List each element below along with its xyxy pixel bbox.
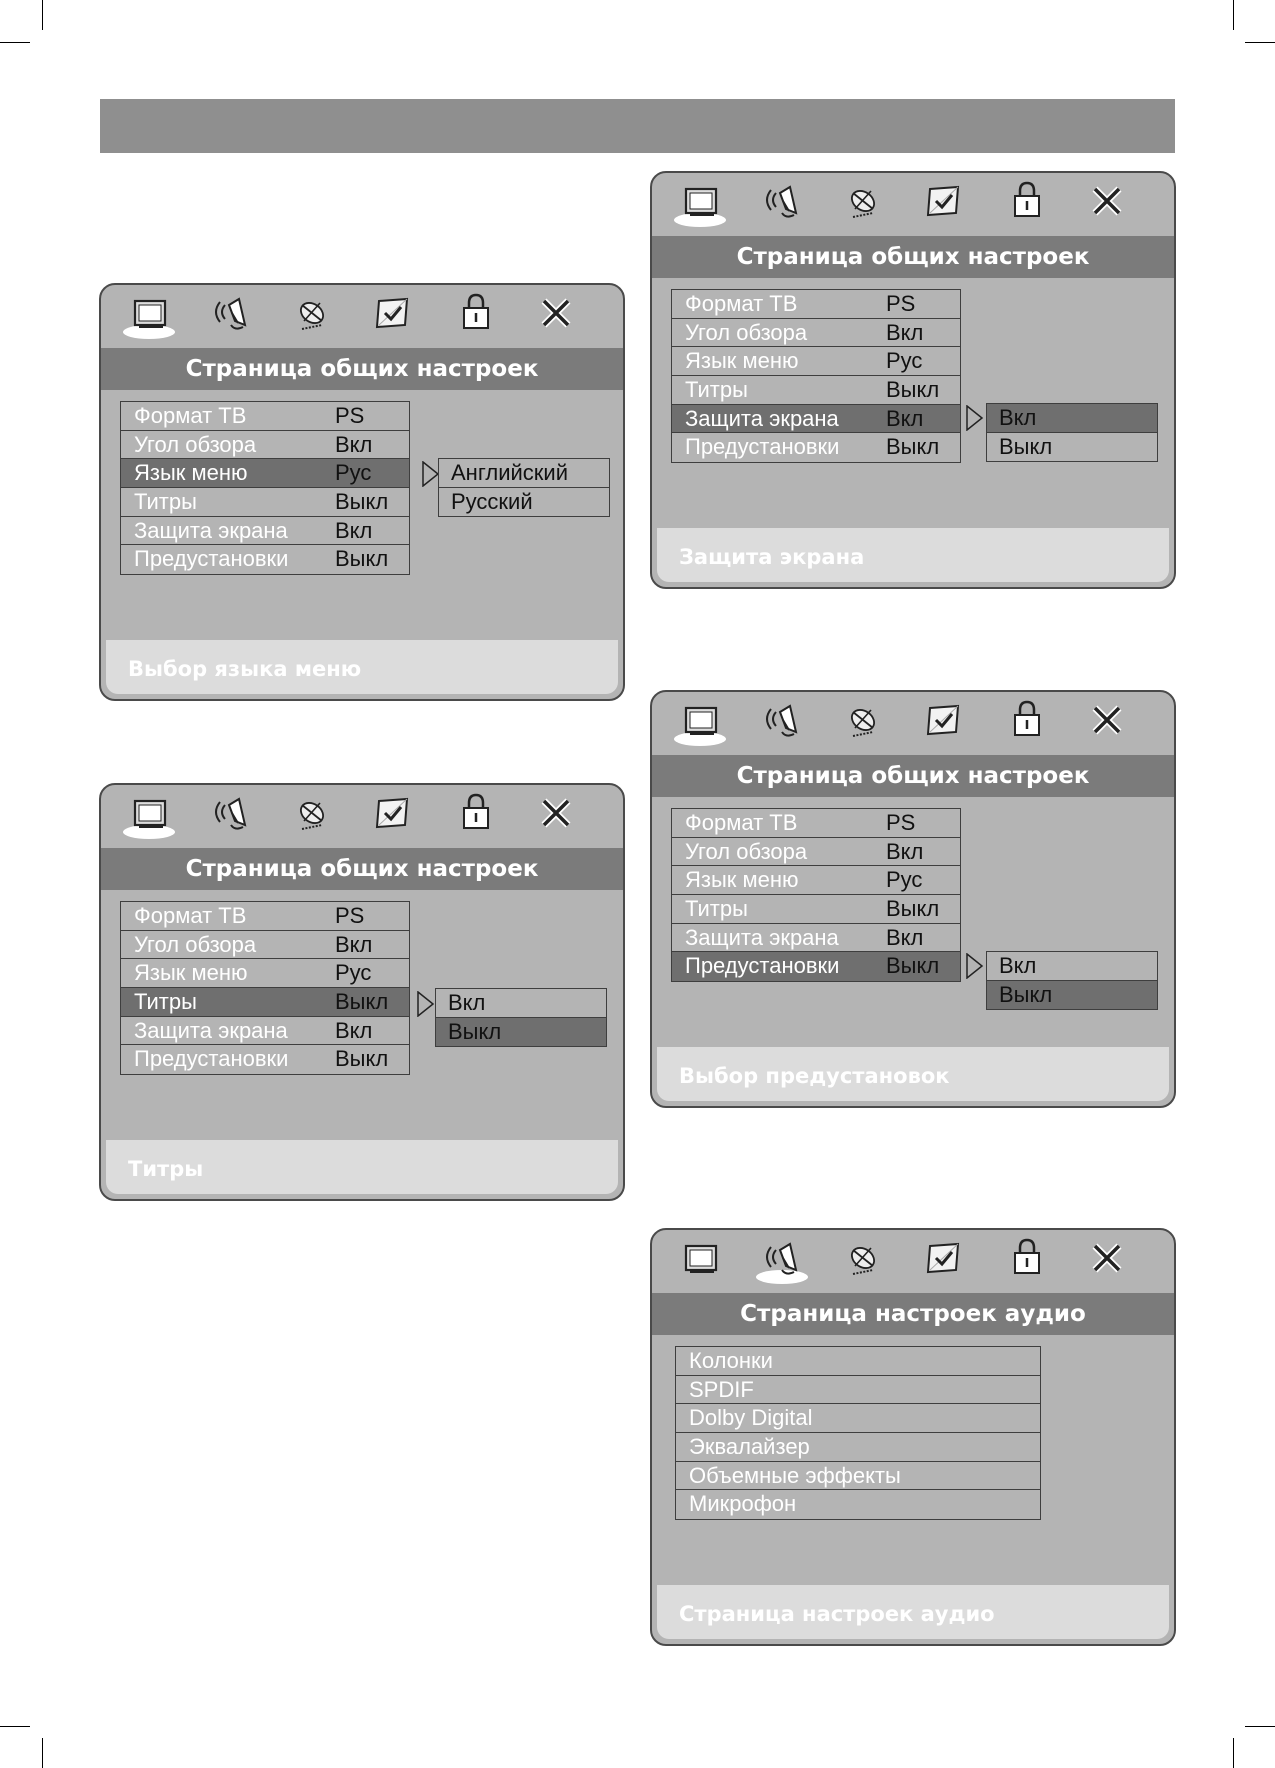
menu-item-value: Выкл [335,546,389,572]
menu-item[interactable] [676,1433,1040,1462]
menu-item-label: Язык меню [685,867,799,893]
menu-item[interactable] [121,959,409,988]
settings-menu [120,401,410,575]
osd-panel-presets [650,690,1176,1108]
crop-mark [1233,0,1234,30]
menu-item-value: Выкл [335,489,389,515]
checkmark-icon[interactable] [365,291,421,343]
menu-item[interactable] [121,517,409,546]
menu-item-label: Титры [134,989,197,1015]
close-icon[interactable] [1079,1236,1135,1288]
submenu-option[interactable]: Английский [439,459,609,488]
footer-text: Выбор языка меню [128,657,362,681]
menu-item-label: Защита экрана [685,924,839,950]
menu-item-label: Угол обзора [134,431,257,457]
menu-item[interactable] [676,1376,1040,1405]
checkmark-icon[interactable] [916,179,972,231]
icon-bar [652,1230,1174,1292]
menu-item-label: Колонки [689,1348,773,1373]
menu-item-value: Рус [335,460,372,486]
tv-icon[interactable] [121,791,177,843]
tv-icon[interactable] [672,1236,728,1288]
speaker-icon[interactable] [754,179,810,231]
checkmark-icon[interactable] [365,791,421,843]
submenu [986,403,1158,462]
menu-item[interactable] [672,952,960,981]
submenu-option[interactable]: Выкл [987,981,1157,1010]
submenu-option[interactable]: Вкл [436,989,606,1018]
panel-footer [657,1047,1169,1101]
menu-item-value: Выкл [335,1046,389,1072]
submenu-option[interactable]: Выкл [436,1018,606,1047]
crop-mark [0,42,30,43]
menu-item-value: Вкл [335,1017,373,1043]
menu-item-label: Предустановки [134,1046,289,1072]
crop-mark [42,0,43,30]
menu-item[interactable] [672,809,960,838]
menu-item-label: Язык меню [134,960,248,986]
menu-item-label: Угол обзора [134,931,257,957]
menu-item[interactable] [676,1404,1040,1433]
panel-footer [657,528,1169,582]
menu-item-label: Предустановки [685,434,840,460]
crop-mark [1233,1738,1234,1768]
menu-item[interactable] [121,459,409,488]
menu-item[interactable] [672,433,960,462]
submenu-option[interactable]: Вкл [987,404,1157,433]
menu-item-value: Вкл [886,405,924,431]
menu-item[interactable] [121,931,409,960]
menu-item-value: PS [335,403,365,428]
menu-item-label: Защита экрана [134,517,288,543]
menu-item-label: Предустановки [685,953,840,979]
menu-item[interactable] [672,895,960,924]
menu-item-value: Выкл [886,953,940,979]
header-band [100,99,1175,153]
crop-mark [42,1738,43,1768]
panel-footer [106,640,618,694]
menu-item-label: Формат ТВ [685,810,798,835]
crop-mark [1245,1726,1275,1727]
menu-item[interactable] [121,988,409,1017]
menu-item-value: Рус [886,867,923,893]
menu-item-value: PS [335,903,365,928]
satellite-icon[interactable] [835,698,891,750]
tv-icon[interactable] [121,291,177,343]
submenu-option[interactable]: Вкл [987,952,1157,981]
satellite-icon[interactable] [284,291,340,343]
menu-item[interactable] [676,1347,1040,1376]
menu-item[interactable] [121,402,409,431]
close-icon[interactable] [528,791,584,843]
checkmark-icon[interactable] [916,1236,972,1288]
menu-item[interactable] [676,1462,1040,1491]
menu-item-value: Вкл [886,838,924,864]
footer-text: Защита экрана [679,545,865,569]
settings-menu [120,901,410,1075]
satellite-icon[interactable] [835,179,891,231]
icon-bar [652,173,1174,235]
menu-item[interactable] [121,431,409,460]
menu-item-label: Язык меню [134,460,248,486]
panel-footer [106,1140,618,1194]
submenu-option[interactable]: Русский [439,488,609,517]
menu-item[interactable] [672,376,960,405]
menu-item-value: Рус [335,960,372,986]
menu-item-label: Титры [685,377,748,403]
menu-item-value: PS [886,291,916,316]
close-icon[interactable] [528,291,584,343]
tv-icon[interactable] [672,179,728,231]
icon-bar [101,785,623,847]
menu-item-label: Титры [685,896,748,922]
lock-icon[interactable] [448,291,504,343]
menu-item-label: Формат ТВ [134,903,247,928]
settings-menu [671,808,961,982]
close-icon[interactable] [1079,179,1135,231]
menu-item-label: Формат ТВ [134,403,247,428]
menu-item-label: Угол обзора [685,838,808,864]
settings-menu [671,289,961,463]
osd-panel-screen-saver [650,171,1176,589]
osd-panel-subtitles [99,783,625,1201]
menu-item-label: Формат ТВ [685,291,798,316]
lock-icon[interactable] [999,698,1055,750]
menu-item-label: SPDIF [689,1376,754,1402]
menu-item[interactable] [672,924,960,953]
footer-text: Выбор предустановок [679,1064,950,1088]
menu-item[interactable] [672,866,960,895]
satellite-icon[interactable] [835,1236,891,1288]
menu-item-label: Язык меню [685,348,799,374]
menu-item-label: Предустановки [134,546,289,572]
panel-title: Страница общих настроек [652,755,1174,797]
menu-item-value: Рус [886,348,923,374]
menu-item-value: Выкл [886,434,940,460]
close-icon[interactable] [1079,698,1135,750]
osd-panel-audio [650,1228,1176,1646]
satellite-icon[interactable] [284,791,340,843]
menu-item-label: Микрофон [689,1491,797,1517]
menu-item[interactable] [121,1017,409,1046]
menu-item-label: Титры [134,489,197,515]
submenu [986,951,1158,1010]
speaker-icon[interactable] [754,1236,810,1288]
lock-icon[interactable] [999,179,1055,231]
menu-item-value: Вкл [335,431,373,457]
menu-item-label: Dolby Digital [689,1405,813,1431]
menu-item-value: Вкл [335,517,373,543]
crop-mark [1245,42,1275,43]
menu-item-label: Защита экрана [134,1017,288,1043]
submenu-option[interactable]: Выкл [987,433,1157,462]
menu-item-label: Эквалайзер [689,1434,810,1460]
menu-item[interactable] [672,347,960,376]
submenu [438,458,610,517]
icon-bar [101,285,623,347]
submenu [435,988,607,1047]
menu-item-label: Угол обзора [685,319,808,345]
speaker-icon[interactable] [203,291,259,343]
menu-item-value: Вкл [886,924,924,950]
menu-item-value: Выкл [886,896,940,922]
settings-menu [675,1346,1041,1520]
menu-item-value: PS [886,810,916,835]
menu-item[interactable] [121,1045,409,1074]
panel-title: Страница настроек аудио [652,1293,1174,1335]
tv-icon[interactable] [672,698,728,750]
menu-item-label: Объемные эффекты [689,1462,901,1488]
menu-item-value: Вкл [886,319,924,345]
menu-item[interactable] [672,290,960,319]
menu-item[interactable] [672,838,960,867]
icon-bar [652,692,1174,754]
menu-item[interactable] [676,1490,1040,1519]
menu-item-value: Выкл [335,989,389,1015]
menu-item[interactable] [121,488,409,517]
footer-text: Титры [128,1157,204,1181]
lock-icon[interactable] [448,791,504,843]
menu-item-value: Вкл [335,931,373,957]
menu-item[interactable] [121,545,409,574]
lock-icon[interactable] [999,1236,1055,1288]
menu-item-label: Защита экрана [685,405,839,431]
menu-item[interactable] [672,319,960,348]
checkmark-icon[interactable] [916,698,972,750]
panel-title: Страница общих настроек [101,848,623,890]
menu-item[interactable] [121,902,409,931]
crop-mark [0,1726,30,1727]
menu-item-value: Выкл [886,377,940,403]
menu-item[interactable] [672,405,960,434]
panel-title: Страница общих настроек [101,348,623,390]
panel-footer [657,1585,1169,1639]
footer-text: Страница настроек аудио [679,1602,995,1626]
speaker-icon[interactable] [754,698,810,750]
speaker-icon[interactable] [203,791,259,843]
panel-title: Страница общих настроек [652,236,1174,278]
osd-panel-menu-language [99,283,625,701]
